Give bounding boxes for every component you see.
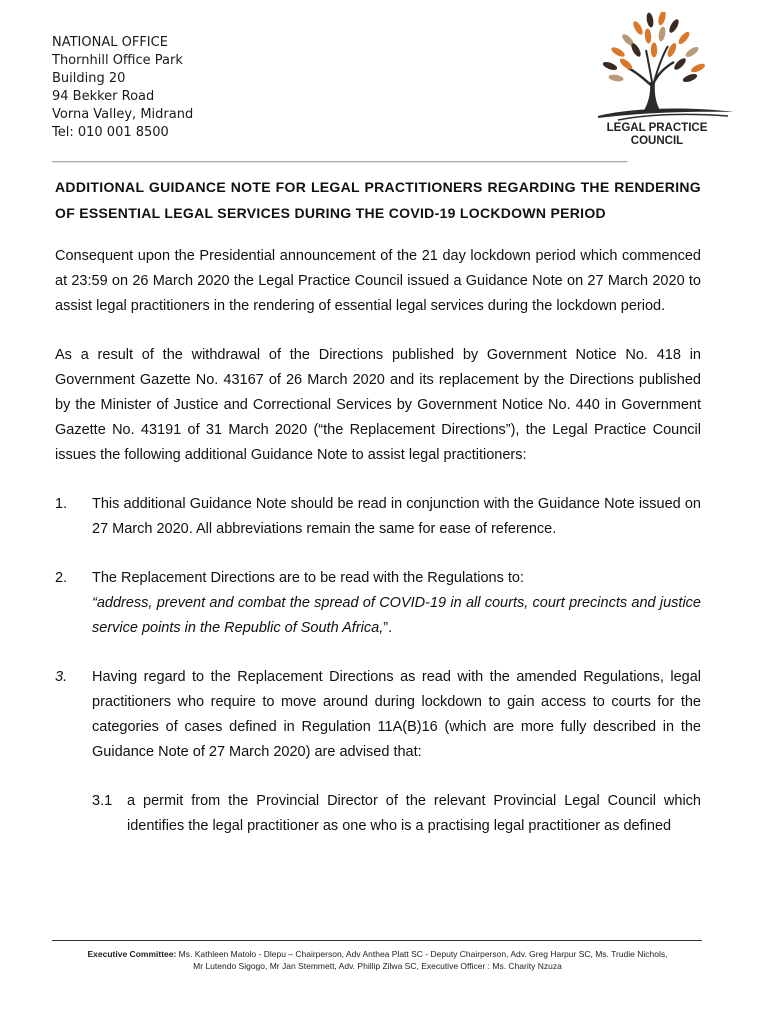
document-body bbox=[55, 174, 701, 839]
logo-leaf bbox=[667, 18, 680, 34]
header-separator: ______________________________________________________________________________________________ bbox=[52, 151, 628, 163]
item-number: 1. bbox=[55, 496, 68, 512]
item-text: This additional Guidance Note should be read in conjunction with the Guidance Note issued on 27 March 2020. All abbreviations remain the same for ease of reference. bbox=[92, 496, 701, 537]
footer-members-2: Mr Lutendo Sigogo, Mr Jan Stemmett, Adv. Phillip Zilwa SC, Executive Officer : Ms. Charity Nzuza bbox=[193, 961, 562, 971]
paragraph-replacement: As a result of the withdrawal of the Directions published by Government Notice No. 418 in Government Gazette No. 43167 of 26 March 2020 and its replacement by the Directions published by the Minister of Justice and Correctional Services by Government Notice No. 440 in Government Gazette No. 43191 of 31 March 2020 (“the Replacement Directions”), the Legal Practice Council issues the following additional Guidance Note to assist legal practitioners: bbox=[55, 347, 701, 463]
numbered-item-2 bbox=[55, 566, 701, 641]
address-line: 94 Bekker Road bbox=[52, 89, 155, 104]
numbered-item-3 bbox=[55, 665, 701, 765]
logo-leaf bbox=[602, 60, 618, 71]
logo-text-line2: COUNCIL bbox=[630, 135, 684, 147]
footer-line-1 bbox=[55, 948, 700, 960]
paragraph-intro: Consequent upon the Presidential announcement of the 21 day lockdown period which commenced at 23:59 on 26 March 2020 the Legal Practice Council issued a Guidance Note on 27 March 2020 to assist legal practitioners in the rendering of essential legal services during the lockdown period. bbox=[55, 248, 701, 314]
item-number: 2. bbox=[55, 570, 68, 586]
logo-leaf bbox=[657, 12, 667, 26]
address-line: Building 20 bbox=[52, 71, 126, 86]
logo-leaf bbox=[677, 30, 692, 46]
logo-leaf bbox=[608, 74, 624, 83]
address-line: Tel: 010 001 8500 bbox=[52, 125, 169, 140]
sub-item-number: 3.1 bbox=[92, 793, 113, 809]
quote-text: “address, prevent and combat the spread of COVID-19 in all courts, court precincts and justice service points in the Republic of South Africa, bbox=[92, 595, 701, 636]
item-number: 3. bbox=[55, 669, 68, 685]
footer-members-1: Ms. Kathleen Matolo - Dlepu – Chairperson, Adv Anthea Platt SC - Deputy Chairperson, Adv. Greg Harpur SC, Ms. Trudie Nichols, bbox=[176, 949, 668, 959]
logo-leaf bbox=[682, 72, 698, 83]
item-text: The Replacement Directions are to be read with the Regulations to: bbox=[92, 570, 525, 586]
logo-leaf bbox=[666, 42, 678, 58]
numbered-item-1 bbox=[55, 492, 701, 542]
address-line: Vorna Valley, Midrand bbox=[52, 107, 194, 122]
address-line: Thornhill Office Park bbox=[52, 53, 183, 68]
item-quote bbox=[92, 591, 701, 641]
logo-text-line1: LEGAL PRACTICE bbox=[606, 122, 708, 134]
logo-leaf bbox=[610, 45, 626, 58]
logo-leaf bbox=[690, 62, 706, 74]
logo-wordmark bbox=[588, 122, 726, 148]
office-address bbox=[52, 34, 193, 142]
logo-leaf bbox=[651, 43, 657, 58]
footer-executive-committee bbox=[55, 948, 700, 972]
logo-leaf bbox=[672, 56, 687, 71]
logo-leaf bbox=[644, 28, 652, 44]
document-title: ADDITIONAL GUIDANCE NOTE FOR LEGAL PRACTITIONERS REGARDING THE RENDERING OF ESSENTIAL LEGAL SERVICES DURING THE COVID-19 LOCKDOWN PERIOD bbox=[55, 179, 701, 221]
item-text: Having regard to the Replacement Directions as read with the amended Regulations, legal practitioners who require to move around during lockdown to gain access to courts for the categories of cases defined in Regulation 11A(B)16 (which are more fully described in the Guidance Note of 27 March 2020) are advised that: bbox=[92, 669, 701, 760]
logo-leaf bbox=[684, 45, 700, 59]
logo-leaf bbox=[658, 26, 667, 42]
logo-leaf bbox=[631, 20, 644, 36]
logo-leaf bbox=[646, 12, 655, 28]
sub-item-3-1 bbox=[92, 789, 701, 839]
address-line: NATIONAL OFFICE bbox=[52, 35, 168, 50]
footer-divider bbox=[52, 940, 702, 941]
footer-label: Executive Committee: bbox=[87, 949, 177, 959]
item-body bbox=[92, 566, 701, 641]
sub-item-text: a permit from the Provincial Director of the relevant Provincial Legal Council which identifies the legal practitioner as one who is a practising legal practitioner as defined bbox=[127, 793, 701, 834]
quote-tail: ”. bbox=[383, 620, 393, 636]
